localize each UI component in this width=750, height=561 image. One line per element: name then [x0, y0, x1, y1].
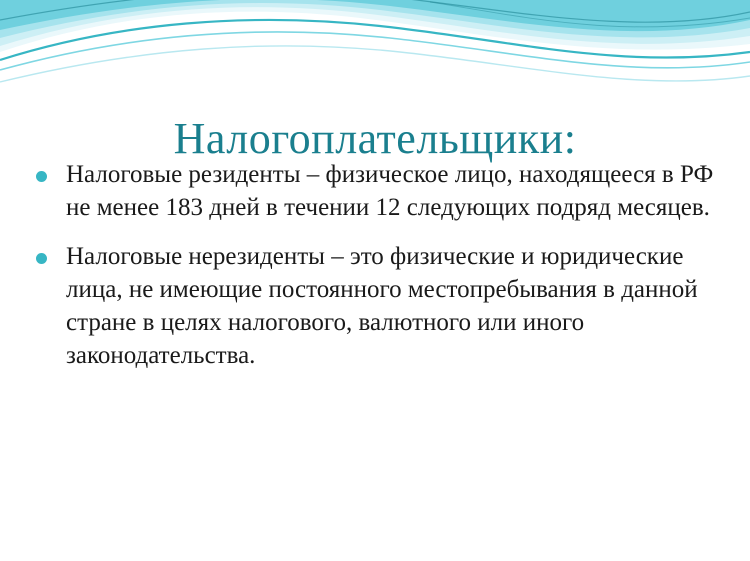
list-item-text: Налоговые резиденты – физическое лицо, находящееся в РФ не менее 183 дней в течении 12 следующих подряд месяцев.: [66, 161, 714, 221]
bullet-dot-icon: [36, 253, 47, 264]
list-item: [28, 158, 722, 224]
wave-ribbon-decoration: [0, 0, 750, 110]
page-title: Налогоплательщики:: [173, 114, 577, 164]
list-item-text: Налоговые нерезиденты – это физические и юридические лица, не имеющие постоянного местопребывания в данной стране в целях налогового, валютного или иного законодательства.: [66, 243, 698, 369]
list-item: [28, 240, 722, 372]
bullet-dot-icon: [36, 171, 47, 182]
bullet-list: [28, 158, 722, 388]
